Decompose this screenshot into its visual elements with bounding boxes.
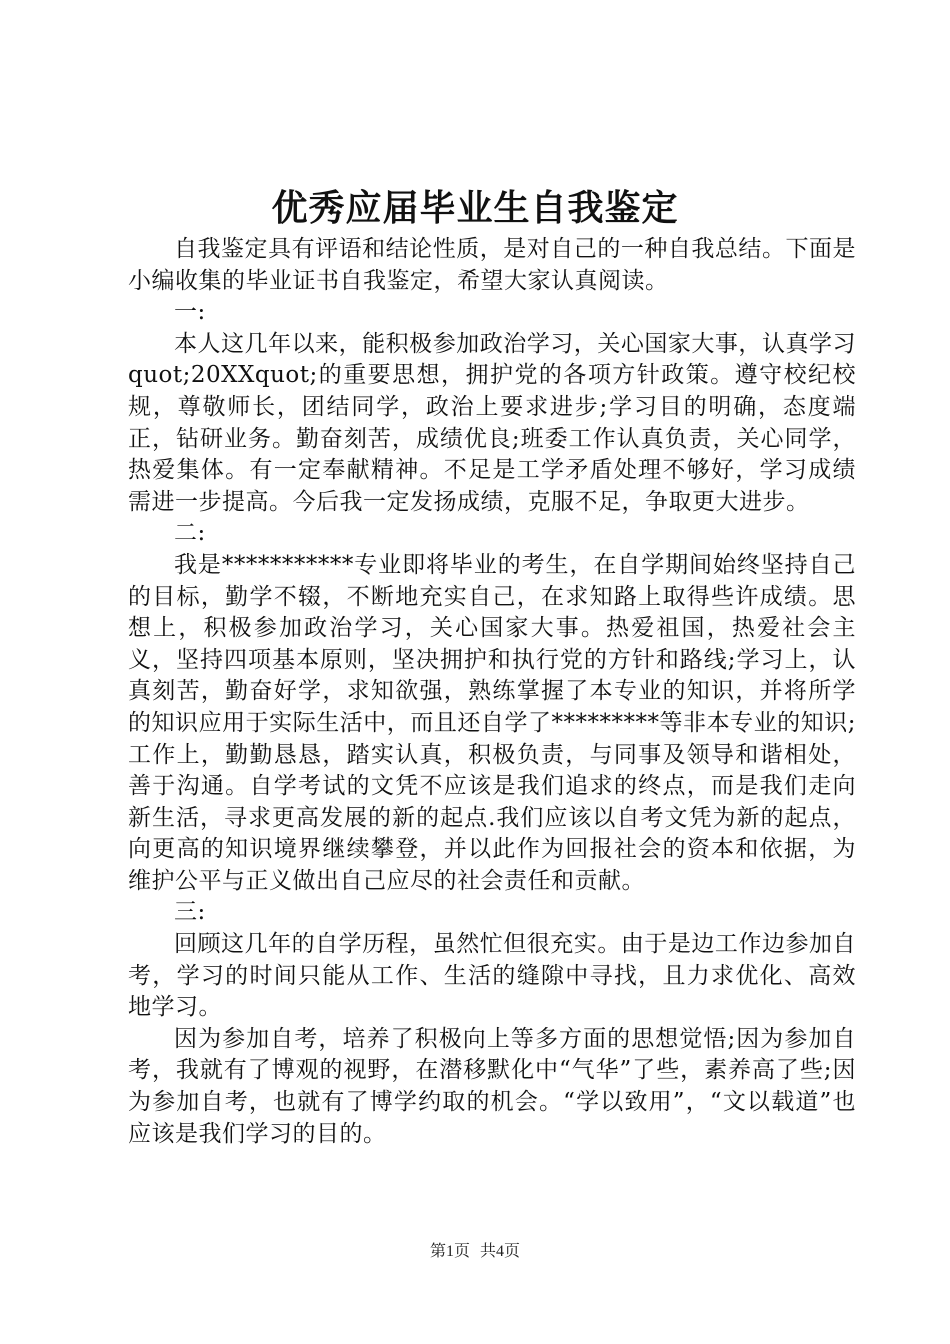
page-total: 共4页	[480, 1243, 521, 1260]
document-body	[128, 234, 856, 1150]
section-heading-1: 一:	[174, 299, 206, 326]
section-1-paragraph: 本人这几年以来，能积极参加政治学习，关心国家大事，认真学习quot;20XXquot;的重要思想，拥护党的各项方针政策。遵守校纪校规，尊敬师长，团结同学，政治上要求进步;学习目的明确，态度端正，钻研业务。勤奋刻苦，成绩优良;班委工作认真负责，关心同学，热爱集体。有一定奉献精神。不足是工学矛盾处理不够好，学习成绩需进一步提高。今后我一定发扬成绩，克服不足，争取更大进步。	[128, 330, 856, 515]
section-3-paragraph-1: 回顾这几年的自学历程，虽然忙但很充实。由于是边工作边参加自考，学习的时间只能从工作、生活的缝隙中寻找，且力求优化、高效地学习。	[128, 931, 856, 1021]
section-heading-2: 二:	[174, 520, 206, 547]
section-3-paragraph-2: 因为参加自考，培养了积极向上等多方面的思想觉悟;因为参加自考，我就有了博观的视野，在潜移默化中“气华”了些，素养高了些;因为参加自考，也就有了博学约取的机会。“学以致用”，“文以载道”也应该是我们学习的目的。	[128, 1025, 856, 1147]
page-footer	[0, 1242, 950, 1262]
intro-paragraph: 自我鉴定具有评语和结论性质，是对自己的一种自我总结。下面是小编收集的毕业证书自我鉴定，希望大家认真阅读。	[128, 236, 856, 294]
section-2-paragraph: 我是***********专业即将毕业的考生，在自学期间始终坚持自己的目标，勤学不辍，不断地充实自己，在求知路上取得些许成绩。思想上，积极参加政治学习，关心国家大事。热爱祖国，热爱社会主义，坚持四项基本原则，坚决拥护和执行党的方针和路线;学习上，认真刻苦，勤奋好学，求知欲强，熟练掌握了本专业的知识，并将所学的知识应用于实际生活中，而且还自学了*********等非本专业的知识;工作上，勤勤恳恳，踏实认真，积极负责，与同事及领导和谐相处，善于沟通。自学考试的文凭不应该是我们追求的终点，而是我们走向新生活，寻求更高发展的新的起点.我们应该以自考文凭为新的起点，向更高的知识境界继续攀登，并以此作为回报社会的资本和依据，为维护公平与正义做出自己应尽的社会责任和贡献。	[128, 551, 856, 894]
section-heading-3: 三:	[174, 899, 206, 926]
page-number: 第1页	[429, 1243, 470, 1260]
document-title: 优秀应届毕业生自我鉴定	[271, 187, 679, 229]
